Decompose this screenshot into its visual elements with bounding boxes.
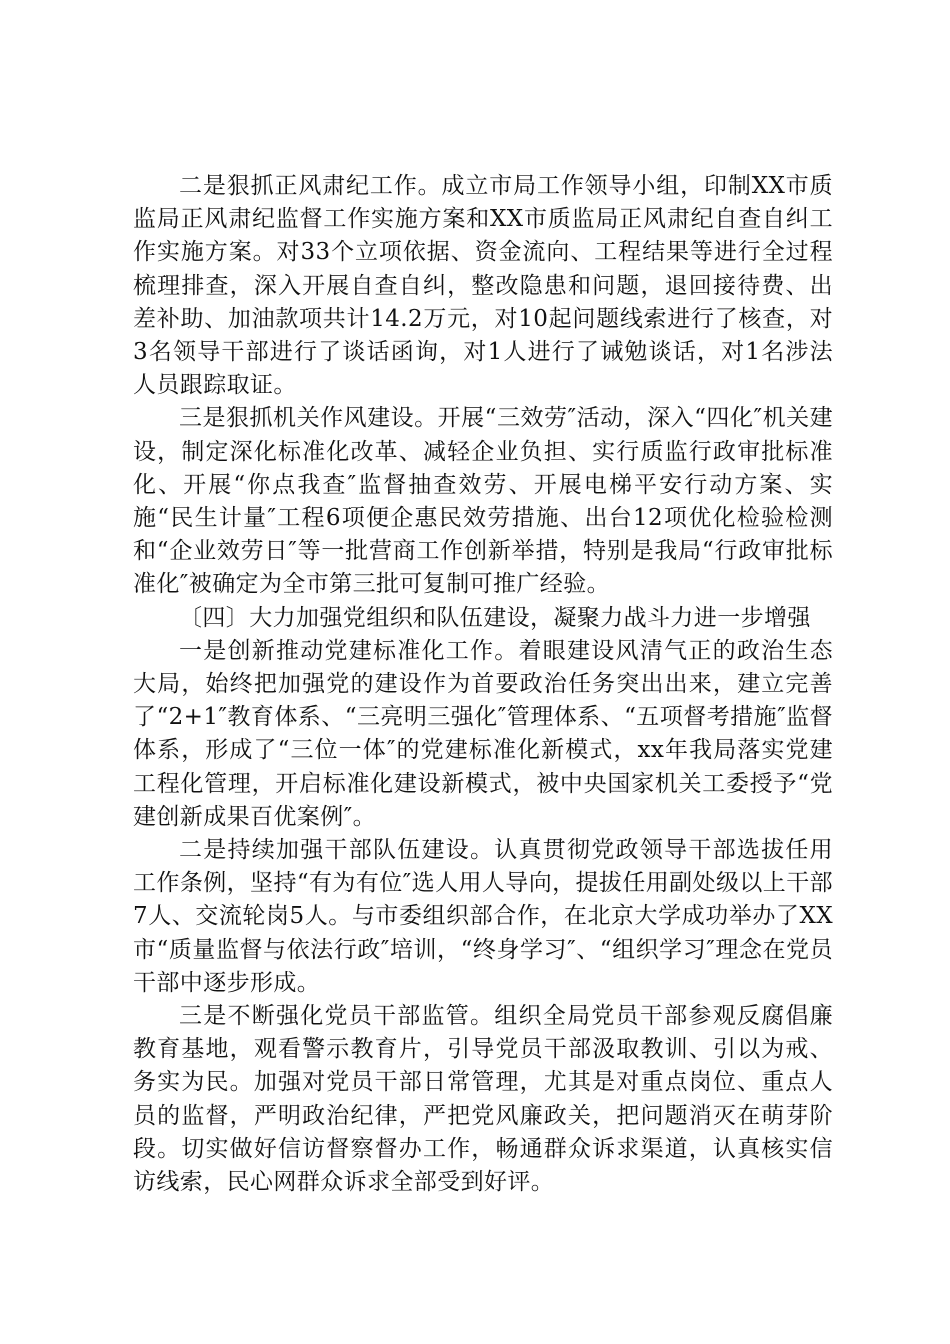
paragraph-discipline-rectification: 二是狠抓正风肃纪工作。成立市局工作领导小组，印制XX市质监局正风肃纪监督工作实施方案和XX市质监局正风肃纪自查自纠工作实施方案。对33个立项依据、资金流向、工程结果等进行全过程梳理排查，深入开展自查自纠，整改隐患和问题，退回接待费、出差补助、加油款项共计14.2万元，对10起问题线索进行了核查，对3名领导干部进行了谈话函询，对1人进行了诫勉谈话，对1名涉法人员跟踪取证。 [133,173,833,399]
paragraph-party-standardization: 一是创新推动党建标准化工作。着眼建设风清气正的政治生态大局，始终把加强党的建设作为首要政治任务突出出来，建立完善了“2+1″教育体系、“三亮明三强化″管理体系、“五项督考措施″监督体系，形成了“三位一体″的党建标准化新模式，xx年我局落实党建工程化管理，开启标准化建设新模式，被中央国家机关工委授予“党建创新成果百优案例″。 [133,637,833,830]
paragraph-work-style: 三是狠抓机关作风建设。开展“三效劳″活动，深入“四化″机关建设，制定深化标准化改革、减轻企业负担、实行质监行政审批标准化、开展“你点我查″监督抽查效劳、开展电梯平安行动方案、实施“民生计量″工程6项便企惠民效劳措施、出台12项优化检验检测和“企业效劳日″等一批营商工作创新举措，特别是我局“行政审批标准化″被确定为全市第三批可复制可推广经验。 [133,405,833,598]
document-body [133,170,833,1199]
paragraph-cadre-team: 二是持续加强干部队伍建设。认真贯彻党政领导干部选拔任用工作条例，坚持“有为有位″选人用人导向，提拔任用副处级以上干部7人、交流轮岗5人。与市委组织部合作，在北京大学成功举办了XX市“质量监督与依法行政″培训，“终身学习″、“组织学习″理念在党员干部中逐步形成。 [133,837,833,996]
paragraph-cadre-supervision: 三是不断强化党员干部监管。组织全局党员干部参观反腐倡廉教育基地，观看警示教育片，引导党员干部汲取教训、引以为戒、务实为民。加强对党员干部日常管理，尤其是对重点岗位、重点人员的监督，严明政治纪律，严把党风廉政关，把问题消灭在萌芽阶段。切实做好信访督察督办工作，畅通群众诉求渠道，认真核实信访线索，民心网群众诉求全部受到好评。 [133,1003,833,1196]
section-heading-party-organization: 〔四〕大力加强党组织和队伍建设，凝聚力战斗力进一步增强 [179,604,811,631]
